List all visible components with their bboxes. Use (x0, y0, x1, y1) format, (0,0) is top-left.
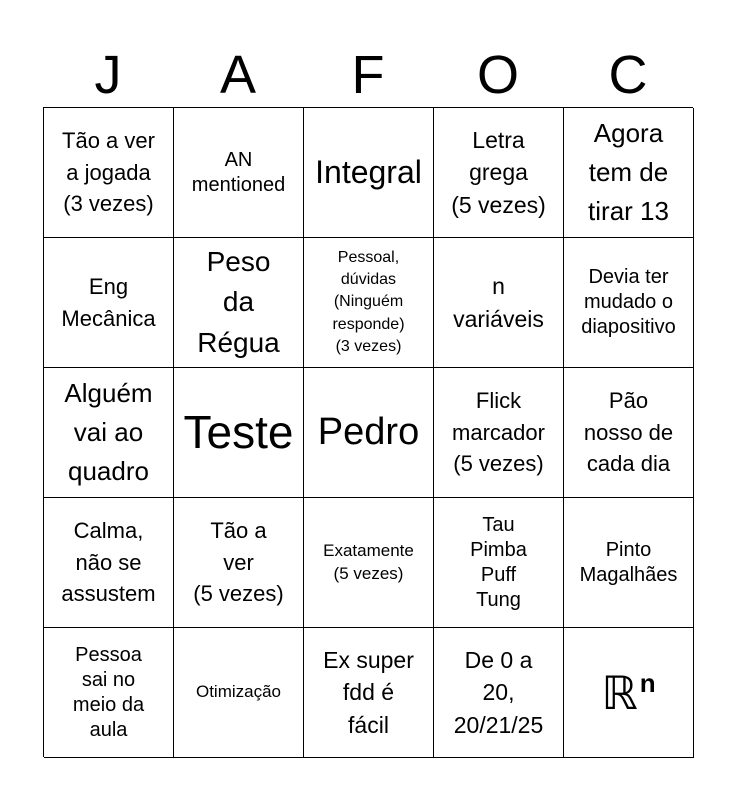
cell-text: Pão nosso de cada dia (583, 387, 674, 477)
cell-text: Pessoa sai no meio da aula (72, 643, 145, 741)
cell-text: Peso da Régua (197, 245, 280, 358)
cell-text: Eng Mecânica (61, 273, 156, 331)
cell-text: Alguém vai ao quadro (64, 378, 153, 486)
bingo-cell[interactable] (174, 498, 304, 628)
cell-text: n variáveis (453, 273, 544, 332)
bingo-cell[interactable] (564, 108, 694, 238)
bingo-cell[interactable] (564, 498, 694, 628)
cell-text: Pessoal, dúvidas (Ninguém responde) (3 vezes) (332, 248, 405, 356)
bingo-header (43, 42, 693, 108)
bingo-cell[interactable] (174, 108, 304, 238)
cell-text: Tão a ver (5 vezes) (193, 517, 284, 607)
header-letter-a: A (219, 45, 257, 105)
bingo-cell[interactable] (564, 368, 694, 498)
bingo-cell[interactable] (174, 628, 304, 758)
bingo-cell[interactable] (44, 628, 174, 758)
header-letter-j: J (94, 45, 122, 105)
bingo-cell[interactable] (174, 238, 304, 368)
real-space-symbol (601, 666, 656, 719)
cell-text: Devia ter mudado o diapositivo (581, 266, 676, 338)
bingo-grid (43, 107, 693, 757)
bingo-cell[interactable] (564, 628, 694, 758)
cell-text: Otimização (195, 682, 282, 702)
bingo-cell[interactable] (304, 628, 434, 758)
header-letter-f: F (351, 45, 385, 105)
cell-text: Agora tem de tirar 13 (588, 118, 669, 226)
bingo-cell[interactable] (174, 368, 304, 498)
cell-text: Exatamente (5 vezes) (323, 540, 414, 583)
cell-text: Pedro (317, 410, 420, 453)
bingo-cell[interactable] (434, 108, 564, 238)
cell-text: Pinto Magalhães (579, 538, 678, 586)
header-letter-c: C (608, 45, 648, 105)
cell-text: Teste (183, 405, 294, 458)
bingo-cell[interactable] (304, 368, 434, 498)
cell-text: Tau Pimba Puff Tung (470, 513, 527, 611)
double-struck-r: ℝ (601, 666, 638, 719)
cell-text: Letra grega (5 vezes) (451, 127, 546, 218)
cell-text: Tão a ver a jogada (3 vezes) (62, 127, 155, 217)
bingo-cell[interactable] (434, 498, 564, 628)
bingo-cell[interactable] (304, 108, 434, 238)
bingo-cell[interactable] (434, 368, 564, 498)
bingo-cell[interactable] (434, 238, 564, 368)
cell-text: Calma, não se assustem (61, 517, 156, 607)
cell-text: Flick marcador (5 vezes) (452, 387, 545, 477)
bingo-cell[interactable] (564, 238, 694, 368)
bingo-cell[interactable] (304, 498, 434, 628)
cell-text: AN mentioned (191, 148, 286, 196)
bingo-cell[interactable] (434, 628, 564, 758)
cell-text: De 0 a 20, 20/21/25 (453, 647, 544, 738)
bingo-cell[interactable] (44, 108, 174, 238)
cell-text: Integral (315, 154, 422, 191)
bingo-cell[interactable] (304, 238, 434, 368)
header-letter-o: O (476, 45, 519, 105)
superscript-n: n (639, 667, 656, 698)
bingo-cell[interactable] (44, 368, 174, 498)
bingo-cell[interactable] (44, 238, 174, 368)
bingo-cell[interactable] (44, 498, 174, 628)
cell-text: Ex super fdd é fácil (323, 647, 414, 738)
